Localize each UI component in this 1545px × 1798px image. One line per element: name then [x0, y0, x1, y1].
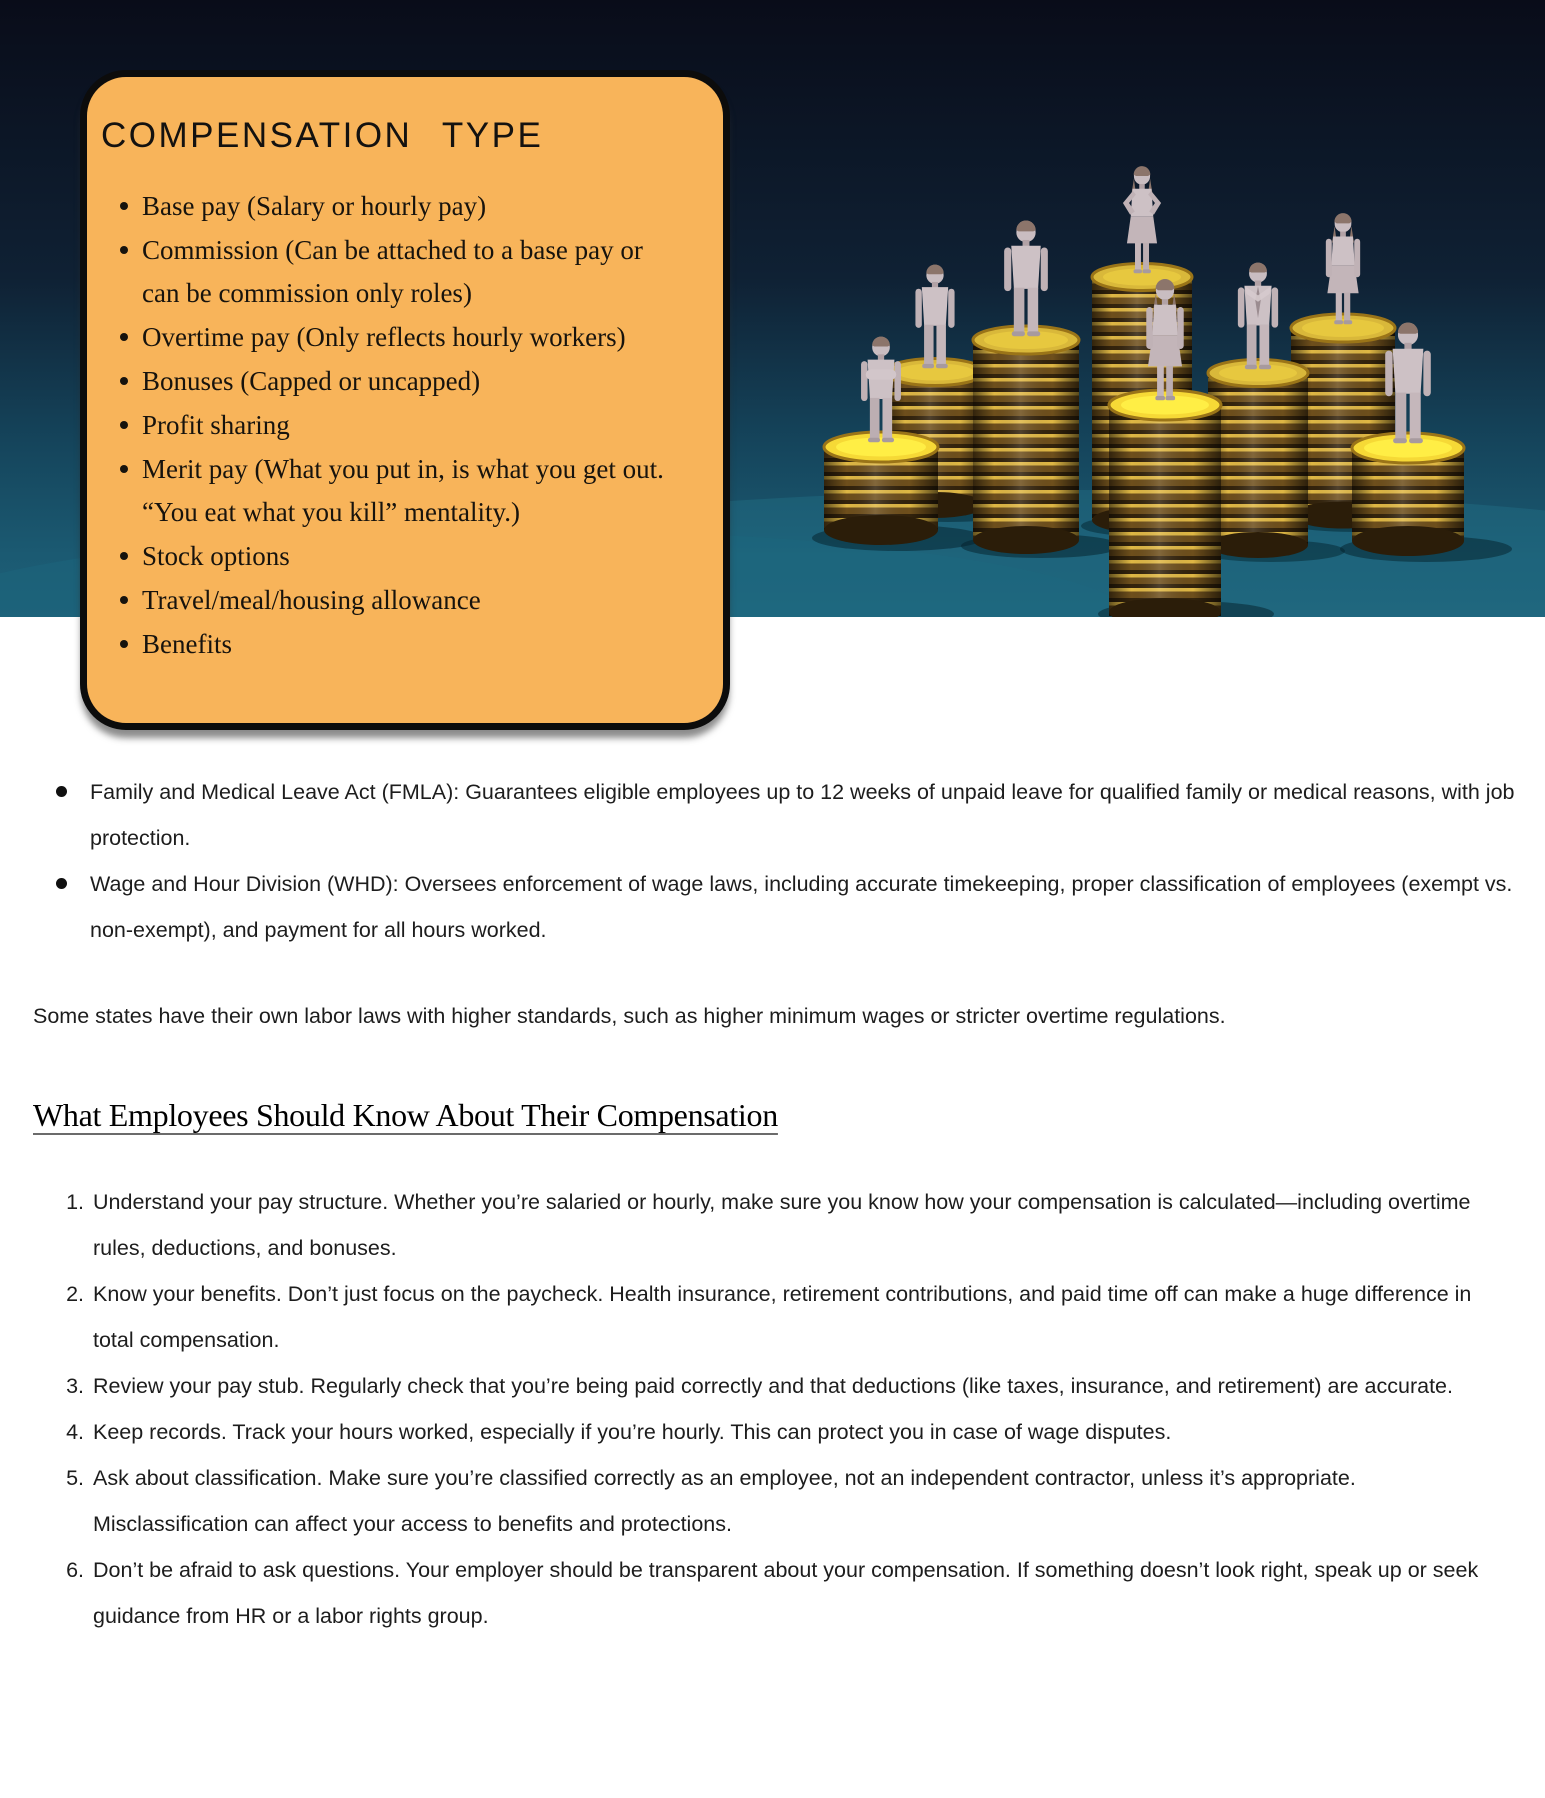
list-item: Profit sharing [115, 404, 699, 448]
list-item: Benefits [115, 623, 699, 667]
list-item: Family and Medical Leave Act (FMLA): Guarantees eligible employees up to 12 weeks of unpaid leave for qualified family or medical reasons, with job protection. [56, 769, 1515, 861]
list-item: Commission (Can be attached to a base pay or can be commission only roles) [115, 229, 699, 316]
list-item: 4. Keep records. Track your hours worked, especially if you’re hourly. This can protect you in case of wage disputes. [90, 1409, 1515, 1455]
list-item: Travel/meal/housing allowance [115, 579, 699, 623]
content-section [0, 617, 1545, 1639]
list-item: Wage and Hour Division (WHD): Oversees enforcement of wage laws, including accurate timekeeping, proper classification of employees (exempt vs. non-exempt), and payment for all hours worked. [56, 861, 1515, 953]
list-item: 3. Review your pay stub. Regularly check that you’re being paid correctly and that deductions (like taxes, insurance, and retirement) are accurate. [90, 1363, 1515, 1409]
state-laws-paragraph: Some states have their own labor laws with higher standards, such as higher minimum wages or stricter overtime regulations. [33, 1004, 1226, 1028]
list-item: 5. Ask about classification. Make sure you’re classified correctly as an employee, not an independent contractor, unless it’s appropriate. Misclassification can affect your access to benefits and protections. [90, 1455, 1515, 1547]
list-item: Base pay (Salary or hourly pay) [115, 185, 699, 229]
compensation-type-list [115, 185, 699, 667]
list-item: Overtime pay (Only reflects hourly workers) [115, 316, 699, 360]
hero-banner [0, 0, 1545, 659]
card-title: COMPENSATION TYPE [101, 116, 544, 155]
list-item: 6. Don’t be afraid to ask questions. Your employer should be transparent about your compensation. If something doesn’t look right, speak up or seek guidance from HR or a labor rights group. [90, 1547, 1515, 1639]
list-item: Merit pay (What you put in, is what you get out. “You eat what you kill” mentality.) [115, 448, 699, 535]
list-item: 2. Know your benefits. Don’t just focus on the paycheck. Health insurance, retirement contributions, and paid time off can make a huge difference in total compensation. [90, 1271, 1515, 1363]
list-item: 1. Understand your pay structure. Whether you’re salaried or hourly, make sure you know how your compensation is calculated—including overtime rules, deductions, and bonuses. [90, 1179, 1515, 1271]
list-item: Bonuses (Capped or uncapped) [115, 360, 699, 404]
compensation-type-card [80, 70, 730, 730]
list-item: Stock options [115, 535, 699, 579]
employee-tips-list [33, 1179, 1515, 1639]
labor-law-bullet-list [33, 769, 1515, 953]
section-heading: What Employees Should Know About Their Compensation [33, 1097, 778, 1133]
